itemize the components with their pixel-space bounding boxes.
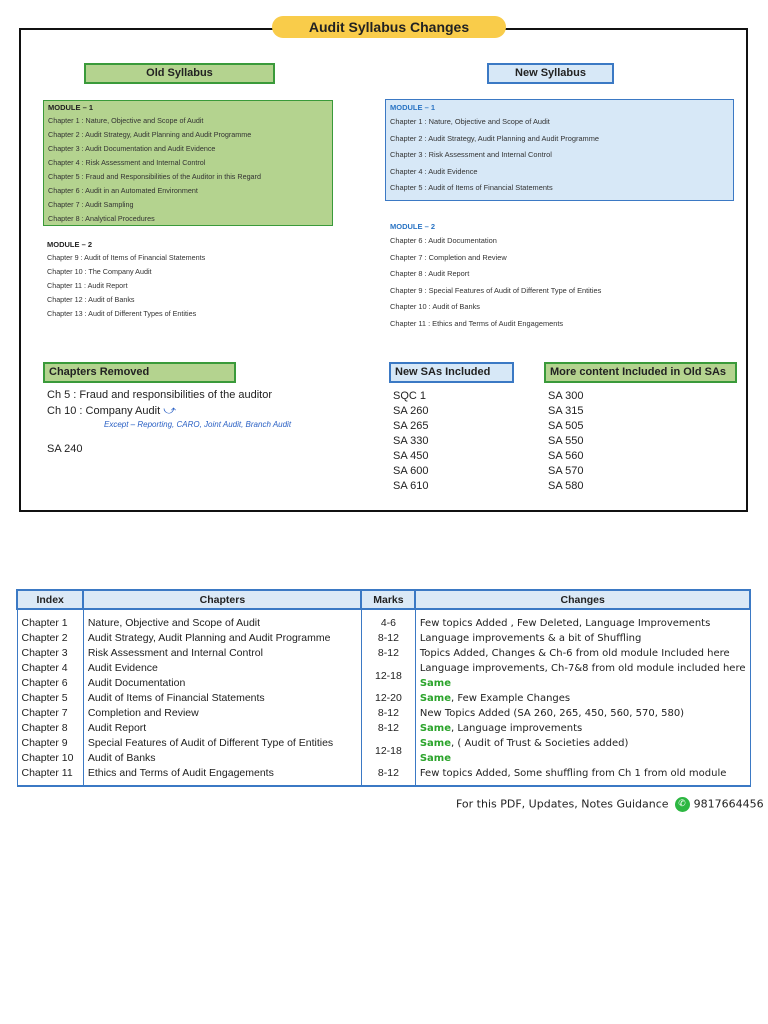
footer-text: For this PDF, Updates, Notes Guidance	[456, 797, 669, 811]
changes-cell	[415, 676, 750, 691]
chapter-item: Chapter 7 : Completion and Review	[390, 252, 507, 262]
chapter-item: Chapter 9 : Audit of Items of Financial Statements	[47, 253, 206, 262]
chapter-changes-table	[16, 589, 751, 787]
chapter-item: Chapter 11 : Audit Report	[47, 281, 128, 290]
chapter-item: Chapter 4 : Risk Assessment and Internal Control	[48, 158, 206, 167]
same-label: Same	[419, 693, 451, 704]
footer-phone[interactable]: 9817664456	[693, 797, 764, 811]
index-cell: Chapter 10	[17, 751, 83, 766]
index-cell: Chapter 1	[17, 609, 83, 631]
table-row	[17, 766, 750, 786]
index-cell: Chapter 7	[17, 706, 83, 721]
change-text: Few topics Added , Few Deleted, Language Improvements	[419, 618, 711, 629]
marks-cell: 12-18	[361, 736, 415, 766]
new-sas-header: New SAs Included	[389, 362, 514, 383]
old-module2-block	[47, 240, 205, 321]
chapter-item: Chapter 5 : Fraud and Responsibilities of the Auditor in this Regard	[48, 172, 261, 181]
except-note: Except – Reporting, CARO, Joint Audit, Branch Audit	[104, 420, 292, 429]
chapter-cell: Audit Documentation	[83, 676, 361, 691]
sa-item: SA 300	[548, 390, 584, 402]
old-module1-title: MODULE – 1	[48, 103, 94, 112]
new-module2-title: MODULE – 2	[390, 222, 436, 231]
chapters-removed-list	[47, 388, 272, 419]
removed-item: Ch 10 : Company Audit ⤻	[47, 403, 177, 417]
changes-cell	[415, 646, 750, 661]
sa-item: SA 550	[548, 435, 584, 447]
chapters-column-header: Chapters	[83, 590, 361, 609]
chapters-removed-header: Chapters Removed	[43, 362, 236, 383]
index-cell: Chapter 11	[17, 766, 83, 786]
table-row	[17, 706, 750, 721]
change-text: Language improvements & a bit of Shuffling	[419, 633, 642, 644]
chapter-item: Chapter 6 : Audit Documentation	[390, 236, 497, 245]
chapter-cell: Completion and Review	[83, 706, 361, 721]
more-content-header: More content Included in Old SAs	[544, 362, 737, 383]
same-label: Same	[419, 753, 451, 764]
chapter-cell: Nature, Objective and Scope of Audit	[83, 609, 361, 631]
new-module1-title: MODULE – 1	[390, 103, 436, 112]
chapter-item: Chapter 6 : Audit in an Automated Environment	[48, 186, 198, 195]
changes-cell	[415, 736, 750, 751]
marks-cell: 4-6	[361, 609, 415, 631]
page-title: Audit Syllabus Changes	[272, 16, 506, 38]
sa-item: SA 580	[548, 480, 584, 492]
chapter-cell: Audit of Items of Financial Statements	[83, 691, 361, 706]
marks-cell: 8-12	[361, 646, 415, 661]
chapter-item: Chapter 5 : Audit of Items of Financial Statements	[390, 183, 553, 192]
old-module2-title: MODULE – 2	[47, 240, 93, 249]
sa-item: SA 315	[548, 405, 584, 417]
new-syllabus-header: New Syllabus	[487, 63, 614, 84]
new-module1-box	[385, 99, 734, 201]
chapter-item: Chapter 10 : The Company Audit	[47, 267, 152, 276]
marks-cell: 12-18	[361, 661, 415, 691]
new-sas-list	[393, 389, 428, 494]
sa-item: SA 600	[393, 465, 429, 477]
new-module2-block	[390, 222, 601, 332]
sa-item: SA 560	[548, 450, 584, 462]
curved-arrow-icon: ⤻	[163, 403, 177, 417]
chapter-item: Chapter 1 : Nature, Objective and Scope of Audit	[48, 116, 204, 125]
chapter-item: Chapter 3 : Audit Documentation and Audit Evidence	[48, 144, 216, 153]
change-text: , Few Example Changes	[451, 693, 571, 704]
old-syllabus-header: Old Syllabus	[84, 63, 275, 84]
chapter-item: Chapter 1 : Nature, Objective and Scope of Audit	[390, 117, 550, 126]
chapter-item: Chapter 13 : Audit of Different Types of Entities	[47, 309, 197, 318]
chapter-cell: Ethics and Terms of Audit Engagements	[83, 766, 361, 786]
changes-cell	[415, 766, 750, 786]
sa-item: SA 450	[393, 450, 429, 462]
more-content-list	[548, 389, 583, 494]
chapter-cell: Audit Report	[83, 721, 361, 736]
table-row	[17, 721, 750, 736]
footer	[456, 797, 764, 812]
old-module2-list	[47, 251, 205, 321]
sa-item: SQC 1	[393, 390, 427, 402]
change-text: , ( Audit of Trust & Societies added)	[451, 738, 629, 749]
index-cell: Chapter 3	[17, 646, 83, 661]
table-row	[17, 661, 750, 676]
marks-cell: 8-12	[361, 706, 415, 721]
change-text: Few topics Added, Some shuffling from Ch 1 from old module	[419, 768, 727, 779]
chapter-cell: Special Features of Audit of Different Type of Entities	[83, 736, 361, 751]
sa-item: SA 505	[548, 420, 584, 432]
chapter-item: Chapter 3 : Risk Assessment and Internal Control	[390, 150, 552, 159]
same-label: Same	[419, 738, 451, 749]
chapter-item: Chapter 12 : Audit of Banks	[47, 295, 135, 304]
marks-column-header: Marks	[361, 590, 415, 609]
chapter-cell: Audit of Banks	[83, 751, 361, 766]
index-cell: Chapter 2	[17, 631, 83, 646]
chapter-cell: Audit Evidence	[83, 661, 361, 676]
chapter-cell: Audit Strategy, Audit Planning and Audit Programme	[83, 631, 361, 646]
table-header-row	[17, 590, 750, 609]
table-row	[17, 646, 750, 661]
chapter-item: Chapter 8 : Analytical Procedures	[48, 214, 155, 223]
changes-cell	[415, 691, 750, 706]
index-cell: Chapter 4	[17, 661, 83, 676]
new-module1-list	[390, 114, 729, 197]
index-column-header: Index	[17, 590, 83, 609]
table-row	[17, 631, 750, 646]
changes-cell	[415, 631, 750, 646]
index-cell: Chapter 6	[17, 676, 83, 691]
sa-item: SA 570	[548, 465, 584, 477]
index-cell: Chapter 5	[17, 691, 83, 706]
removed-item: Ch 5 : Fraud and responsibilities of the auditor	[47, 389, 273, 401]
marks-cell: 12-20	[361, 691, 415, 706]
sa-item: SA 330	[393, 435, 429, 447]
whatsapp-icon[interactable]: ✆	[675, 797, 690, 812]
change-text: , Language improvements	[451, 723, 583, 734]
sa-item: SA 260	[393, 405, 429, 417]
change-text: Topics Added, Changes & Ch-6 from old module Included here	[419, 648, 730, 659]
chapter-cell: Risk Assessment and Internal Control	[83, 646, 361, 661]
chapter-item: Chapter 8 : Audit Report	[390, 269, 470, 278]
chapter-item: Chapter 11 : Ethics and Terms of Audit Engagements	[390, 318, 564, 328]
chapter-item: Chapter 9 : Special Features of Audit of Different Type of Entities	[390, 285, 602, 295]
chapter-item: Chapter 4 : Audit Evidence	[390, 166, 478, 176]
changes-cell	[415, 751, 750, 766]
same-label: Same	[419, 678, 451, 689]
marks-cell: 8-12	[361, 721, 415, 736]
changes-cell	[415, 706, 750, 721]
changes-cell	[415, 721, 750, 736]
index-cell: Chapter 8	[17, 721, 83, 736]
changes-column-header: Changes	[415, 590, 750, 609]
new-module2-list	[390, 233, 601, 332]
chapter-item: Chapter 2 : Audit Strategy, Audit Planning and Audit Programme	[48, 130, 252, 139]
index-cell: Chapter 9	[17, 736, 83, 751]
same-label: Same	[419, 723, 451, 734]
chapter-item: Chapter 7 : Audit Sampling	[48, 200, 134, 209]
changes-cell	[415, 609, 750, 631]
sa-item: SA 265	[393, 420, 429, 432]
old-module1-list	[48, 114, 328, 226]
table-body	[17, 609, 750, 786]
old-module1-box	[43, 100, 333, 226]
removed-extra: SA 240	[47, 443, 83, 455]
table-row	[17, 691, 750, 706]
table-row	[17, 609, 750, 631]
marks-cell: 8-12	[361, 631, 415, 646]
chapter-item: Chapter 2 : Audit Strategy, Audit Planning and Audit Programme	[390, 133, 599, 143]
sa-item: SA 610	[393, 480, 429, 492]
change-text: New Topics Added (SA 260, 265, 450, 560, 570, 580)	[419, 708, 685, 719]
change-text: Language improvements, Ch-7&8 from old module included here	[419, 663, 746, 674]
changes-cell	[415, 661, 750, 676]
chapter-item: Chapter 10 : Audit of Banks	[390, 302, 480, 311]
marks-cell: 8-12	[361, 766, 415, 786]
table-row	[17, 736, 750, 751]
